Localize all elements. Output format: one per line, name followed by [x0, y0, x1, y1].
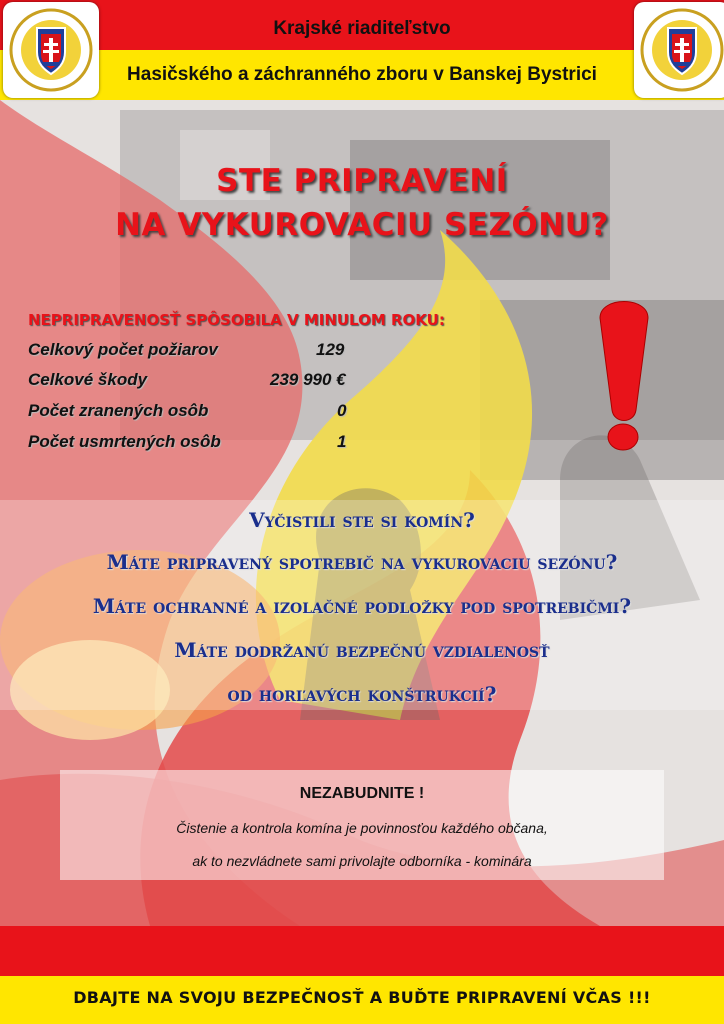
- stat-value: 239 990 €: [270, 370, 346, 389]
- main-title-line1: STE PRIPRAVENÍ: [216, 163, 508, 199]
- reminder-heading: NEZABUDNITE !: [299, 785, 425, 802]
- footer-red-band: [0, 926, 724, 976]
- stat-label: Počet usmrtených osôb: [28, 432, 221, 451]
- stat-label: Počet zranených osôb: [28, 401, 209, 420]
- fire-rescue-logo-left: [3, 2, 99, 98]
- fire-rescue-logo-right: [634, 2, 724, 98]
- question-line: Máte dodržanú bezpečnú vzdialenosť: [174, 638, 550, 662]
- main-title-line2: NA VYKUROVACIU SEZÓNU?: [115, 207, 609, 243]
- header-title-line1: Krajské riaditeľstvo: [273, 18, 451, 39]
- shield-emblem-icon: [634, 2, 724, 98]
- stat-label: Celkový počet požiarov: [28, 340, 218, 359]
- stat-value: 1: [337, 432, 347, 451]
- question-line: Máte ochranné a izolačné podložky pod spotrebičmi?: [92, 594, 632, 618]
- stat-value: 129: [316, 340, 345, 359]
- stat-label: Celkové škody: [28, 370, 148, 389]
- shield-emblem-icon: [3, 2, 99, 98]
- question-line: Vyčistili ste si komín?: [249, 508, 475, 532]
- header-title-line2: Hasičského a záchranného zboru v Banskej Bystrici: [127, 64, 597, 85]
- reminder-note: Čistenie a kontrola komína je povinnosťou každého občana,: [176, 820, 548, 836]
- reminder-note: ak to nezvládnete sami privolajte odborníka - kominára: [192, 853, 532, 869]
- stat-value: 0: [337, 401, 347, 420]
- question-line: Máte pripravený spotrebič na vykurovaciu sezónu?: [106, 550, 618, 574]
- question-line: od horľavých konštrukcií?: [227, 682, 497, 706]
- footer-slogan: DBAJTE NA SVOJU BEZPEČNOSŤ A BUĎTE PRIPRAVENÍ VČAS !!!: [73, 988, 651, 1007]
- stats-heading: NEPRIPRAVENOSŤ SPÔSOBILA V MINULOM ROKU:: [28, 311, 445, 329]
